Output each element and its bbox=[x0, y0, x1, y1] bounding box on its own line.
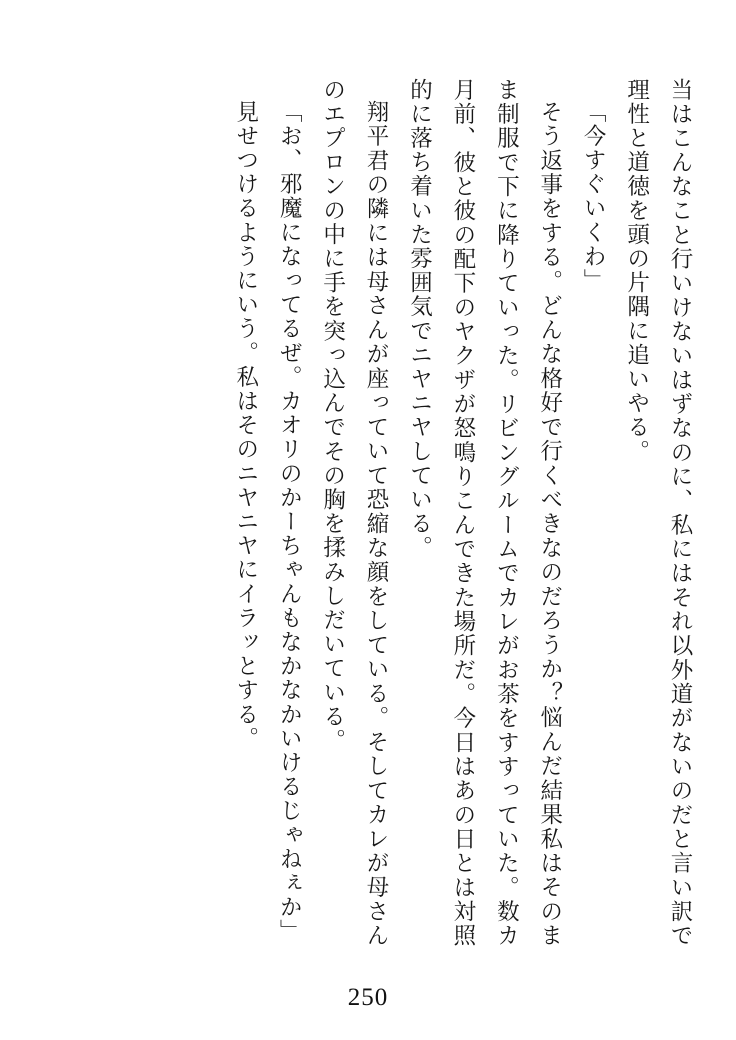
paragraph: 当はこんなこと行いけないはずなのに、私にはそれ以外道がないのだと言い訳で理性と道徳を頭の片隅に追いやる。 bbox=[624, 78, 693, 948]
paragraph: 翔平君の隣には母さんが座っていて恐縮な顔をしている。そしてカレが母さんのエプロンの中に手を突っ込んでその胸を揉みしだいている。 bbox=[320, 78, 390, 948]
paragraph: 「今すぐいくわ」 bbox=[581, 100, 607, 293]
page-number: 250 bbox=[347, 984, 389, 1011]
paragraph: 見せつけるようにいう。私はそのニヤニヤにイラッとする。 bbox=[233, 100, 259, 751]
vertical-text-body bbox=[60, 78, 702, 948]
paragraph: 「お、邪魔になってるぜ。カオリのかーちゃんもなかなかいけるじゃねぇか」 bbox=[277, 100, 303, 944]
paragraph: そう返事をする。どんな格好で行くべきなのだろうか？悩んだ結果私はそのまま制服で下に降りていった。リビングルームでカレがお茶をすすっていた。数カ月前、彼と彼の配下のヤクザが怒鳴りこんできた場所だ。今日はあの日とは対照的に落ち着いた雰囲気でニヤニヤしている。 bbox=[407, 78, 563, 948]
